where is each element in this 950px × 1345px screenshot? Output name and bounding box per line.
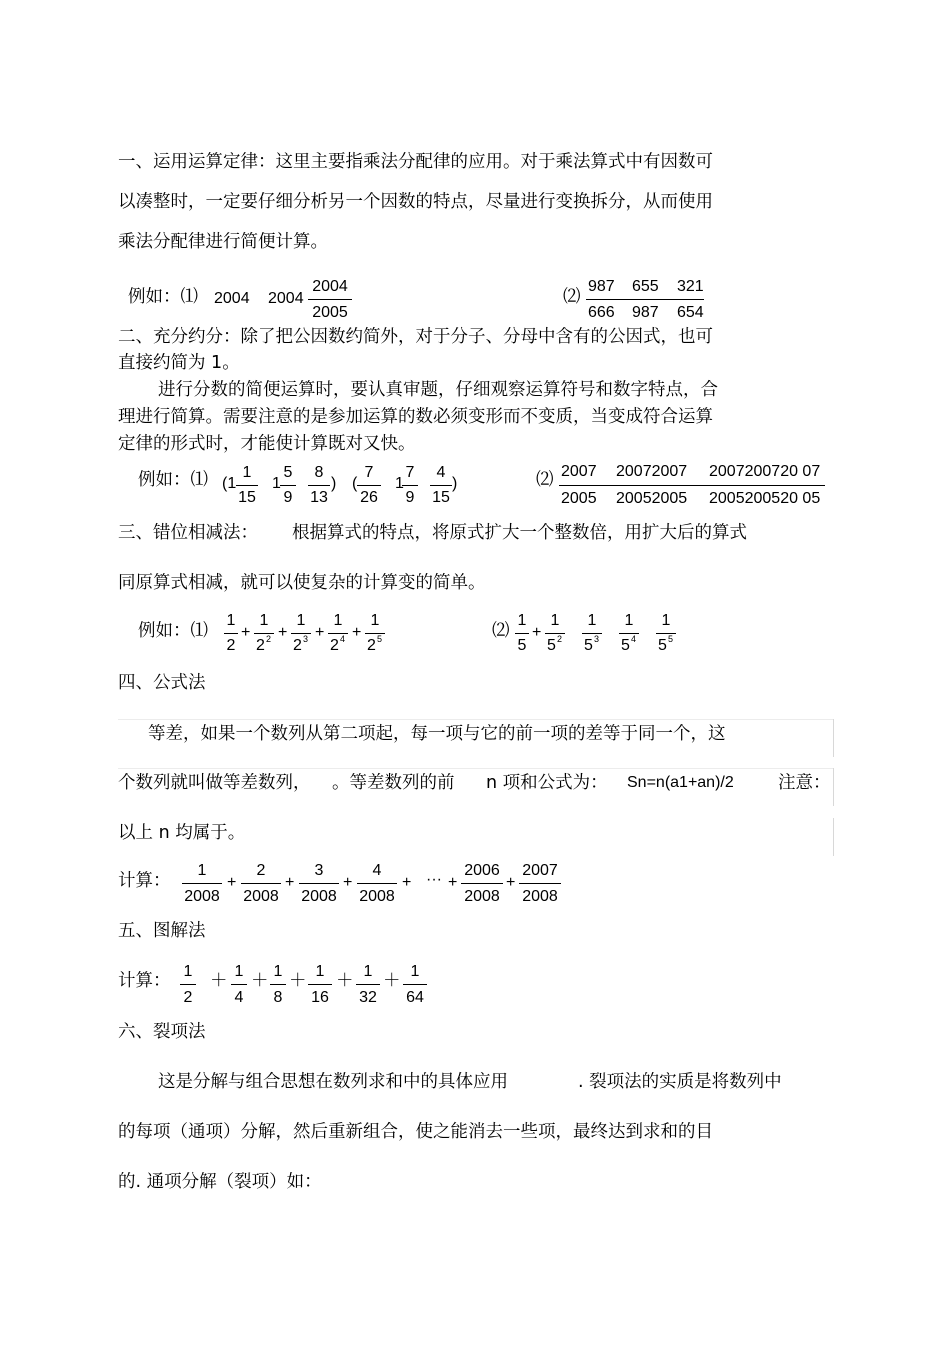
sec2-line2: 直接约简为 1。 [118,353,240,373]
fraction-denominator: 15 [238,489,256,506]
fraction-denominator: 26 [360,489,378,506]
exponent: 2 [557,634,563,644]
exponent: 3 [303,634,309,644]
numerator-term: 2007 [561,463,597,480]
example-label: ⑵ [492,621,510,641]
numerator-term: 2007200720 07 [709,463,821,480]
fraction-denominator: 4 [234,989,244,1006]
fraction-denominator: 2 [183,989,193,1006]
plus-sign: + [241,624,251,641]
fraction-numerator: 1 [550,612,560,629]
fraction-numerator: 1 [661,612,671,629]
fraction-numerator: 2 [256,862,266,879]
fraction-numerator: 2006 [464,862,500,879]
sec2-line4: 理进行简算。需要注意的是参加运算的数必须变形而不变质，当变成符合运算 [118,407,713,427]
exponent: 3 [594,634,600,644]
fraction-bar [182,883,222,884]
exponent: 5 [668,634,674,644]
fraction-denominator: 5 [547,637,556,654]
plus-sign: + [506,874,516,891]
number: 2004 [268,290,304,307]
plus-sign: + [315,624,325,641]
numerator-term: 20072007 [616,463,688,480]
fraction-bar [224,633,238,634]
sec6-line1a: 这是分解与组合思想在数列求和中的具体应用 [158,1072,508,1092]
fraction-bar [270,984,286,985]
fraction-numerator: 7 [364,464,374,481]
fraction-bar [586,299,704,300]
fraction-bar [461,883,503,884]
fraction-denominator: 13 [310,489,328,506]
denominator-term: 666 [588,304,615,321]
example-label: 例如：⑴ [128,287,198,307]
ellipsis: ··· [426,871,442,888]
example-label: ⑵ [536,470,554,490]
fraction-bar [241,883,281,884]
fraction-bar [356,984,380,985]
fraction-numerator: 4 [372,862,382,879]
sec2-line1: 二、充分约分：除了把公因数约简外，对于分子、分母中含有的公因式，也可 [118,327,713,347]
whole-number: 1 [272,475,281,492]
box-border-mid [118,768,834,769]
fraction-numerator: 1 [197,862,207,879]
fraction-numerator: 1 [296,612,306,629]
box-border-top [118,719,834,720]
fraction-numerator: 1 [273,963,283,980]
fraction-denominator: 5 [658,637,667,654]
sec1-line1: 一、运用运算定律：这里主要指乘法分配律的应用。对于乘法算式中有因数可 [118,152,713,172]
box-border-right [833,818,834,856]
fraction-bar [308,485,330,486]
fraction-denominator: 2008 [359,888,395,905]
denominator-term: 2005200520 05 [709,490,821,507]
sum-formula: Sn=n(a1+an)/2 [627,774,734,791]
numerator-term: 987 [588,278,615,295]
plus-sign: + [285,874,295,891]
fraction-numerator: 1 [183,963,193,980]
fraction-denominator: 2008 [464,888,500,905]
fraction-bar [559,485,825,486]
fraction-numerator: 1 [259,612,269,629]
plus-sign: + [343,874,353,891]
plus-sign: + [532,624,542,641]
sec4-line3: 以上 n 均属于。 [118,823,246,843]
fraction-numerator: 1 [410,963,420,980]
fraction-denominator: 5 [517,637,527,654]
plus-sign: + [227,874,237,891]
sec4-line2b: 。等差数列的前 [332,773,455,793]
plus-sign: ＋ [383,971,401,991]
fraction-denominator: 2 [367,637,376,654]
fraction-numerator: 1 [517,612,527,629]
fraction-denominator: 2008 [301,888,337,905]
fraction-denominator: 5 [621,637,630,654]
fraction-denominator: 2 [293,637,302,654]
fraction-denominator: 2008 [243,888,279,905]
sec3-line1-heading: 三、错位相减法： [118,523,258,543]
plus-sign: + [352,624,362,641]
plus-sign: ＋ [289,971,307,991]
fraction-bar [180,984,196,985]
sec3-line2: 同原算式相减，就可以使复杂的计算变的简单。 [118,573,486,593]
plus-sign: ＋ [210,971,228,991]
fraction-numerator: 1 [624,612,634,629]
fraction-denominator: 2005 [312,304,348,321]
fraction-denominator: 2008 [522,888,558,905]
fraction-numerator: 4 [436,464,446,481]
fraction-bar [236,485,258,486]
plus-sign: ＋ [251,971,269,991]
fraction-numerator: 8 [314,464,324,481]
fraction-numerator: 1 [370,612,380,629]
fraction-numerator: 7 [405,464,415,481]
numerator-term: 655 [632,278,659,295]
whole-number: 1 [395,475,404,492]
fraction-numerator: 1 [333,612,343,629]
box-border-right [833,768,834,806]
exponent: 4 [340,634,346,644]
fraction-denominator: 9 [405,489,415,506]
fraction-numerator: 1 [587,612,597,629]
fraction-bar [430,485,452,486]
fraction-numerator: 2004 [312,278,348,295]
sec2-line5: 定律的形式时，才能使计算既对又快。 [118,434,416,454]
exponent: 5 [377,634,383,644]
sec6-title: 六、裂项法 [118,1022,206,1042]
fraction-bar [519,883,561,884]
fraction-bar [308,299,352,300]
fraction-bar [357,485,381,486]
example-label: 例如：⑴ [138,621,208,641]
paren: ( [352,475,358,492]
fraction-numerator: 3 [314,862,324,879]
paren: ) [331,475,337,492]
denominator-term: 2005 [561,490,597,507]
sec6-line1b: . 裂项法的实质是将数列中 [578,1072,782,1092]
fraction-bar [308,984,332,985]
exponent: 4 [631,634,637,644]
box-border-right [833,719,834,757]
sec4-line2a: 个数列就叫做等差数列， [118,773,311,793]
fraction-denominator: 9 [283,489,293,506]
sec4-line1: 等差，如果一个数列从第二项起，每一项与它的前一项的差等于同一个，这 [148,724,726,744]
sec1-line2: 以凑整时，一定要仔细分析另一个因数的特点，尽量进行变换拆分，从而使用 [118,192,713,212]
sec3-line1-text: 根据算式的特点，将原式扩大一个整数倍，用扩大后的算式 [292,523,747,543]
denominator-term: 654 [677,304,704,321]
fraction-numerator: 5 [283,464,293,481]
plus-sign: + [402,874,412,891]
sec1-line3: 乘法分配律进行简便计算。 [118,232,328,252]
fraction-bar [299,883,339,884]
sec5-title: 五、图解法 [118,921,206,941]
plus-sign: + [448,874,458,891]
sec4-line2e: 注意： [778,773,831,793]
fraction-numerator: 1 [315,963,325,980]
sec6-line2: 的每项（通项）分解，然后重新组合，使之能消去一些项，最终达到求和的目 [118,1122,713,1142]
fraction-denominator: 32 [359,989,377,1006]
fraction-denominator: 2 [330,637,339,654]
plus-sign: + [278,624,288,641]
fraction-numerator: 1 [234,963,244,980]
fraction-bar [515,633,529,634]
calc-label: 计算： [118,971,171,991]
calc-label: 计算： [118,871,171,891]
example-label: 例如：⑴ [138,470,208,490]
number: 2004 [214,290,250,307]
fraction-denominator: 15 [432,489,450,506]
fraction-denominator: 2008 [184,888,220,905]
fraction-denominator: 2 [256,637,265,654]
exponent: 2 [266,634,272,644]
sec4-title: 四、公式法 [118,673,206,693]
fraction-bar [403,984,427,985]
fraction-denominator: 5 [584,637,593,654]
fraction-denominator: 2 [226,637,236,654]
numerator-term: 321 [677,278,704,295]
fraction-bar [402,485,418,486]
sec2-line3: 进行分数的简便运算时，要认真审题，仔细观察运算符号和数字特点，合 [158,380,718,400]
fraction-numerator: 1 [242,464,252,481]
fraction-numerator: 2007 [522,862,558,879]
sec4-line2c: n 项和公式为： [486,773,608,793]
fraction-bar [231,984,247,985]
fraction-denominator: 64 [406,989,424,1006]
fraction-denominator: 8 [273,989,283,1006]
fraction-numerator: 1 [226,612,236,629]
fraction-bar [357,883,397,884]
paren: ) [452,475,458,492]
fraction-numerator: 1 [363,963,373,980]
denominator-term: 20052005 [616,490,688,507]
paren: (1 [222,475,237,492]
example-label: ⑵ [563,287,581,307]
denominator-term: 987 [632,304,659,321]
fraction-denominator: 16 [311,989,329,1006]
sec6-line3: 的. 通项分解（裂项）如： [118,1172,322,1192]
plus-sign: ＋ [336,971,354,991]
fraction-bar [280,485,296,486]
